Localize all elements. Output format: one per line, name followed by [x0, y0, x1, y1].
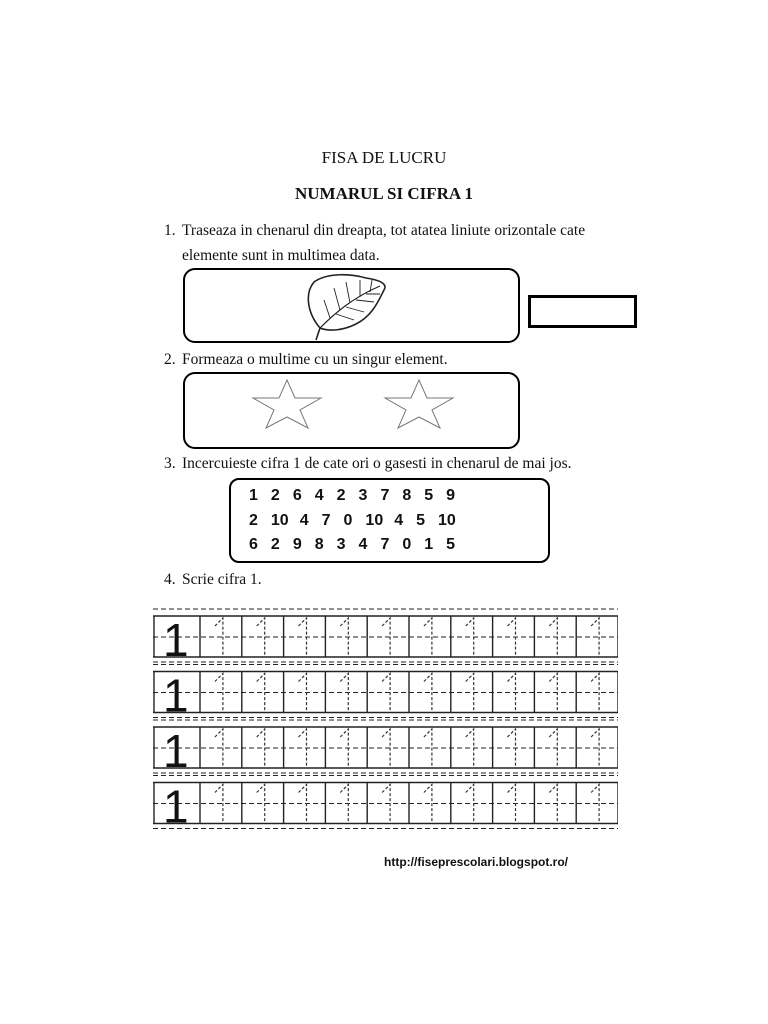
digit-item[interactable]: 5: [424, 487, 434, 504]
digit-item[interactable]: 7: [380, 487, 390, 504]
digit-row: [249, 512, 467, 530]
task-text-continued: elemente sunt in multimea data.: [182, 247, 380, 264]
task-text: Scrie cifra 1.: [182, 571, 262, 588]
task-number: 2.: [164, 351, 176, 368]
digit-item[interactable]: 2: [270, 536, 280, 553]
digit-item[interactable]: 4: [314, 487, 324, 504]
task-text: Incercuieste cifra 1 de cate ori o gasesti in chenarul de mai jos.: [182, 455, 572, 472]
digit-item[interactable]: 8: [402, 487, 412, 504]
task-4: [164, 567, 262, 592]
answer-box[interactable]: [528, 295, 637, 328]
writing-practice-grid: [153, 607, 618, 829]
digit-item[interactable]: 6: [292, 487, 302, 504]
digit-item[interactable]: 4: [299, 512, 309, 529]
set-box-leaf: [183, 268, 520, 343]
digit-item[interactable]: 5: [446, 536, 456, 553]
digit-row: [249, 487, 468, 505]
digit-row: [249, 536, 468, 554]
digit-item[interactable]: 9: [292, 536, 302, 553]
page-title: FISA DE LUCRU: [321, 148, 447, 167]
task-text: Formeaza o multime cu un singur element.: [182, 351, 448, 368]
digit-item[interactable]: 2: [270, 487, 280, 504]
task-number: 3.: [164, 455, 176, 472]
page-subtitle: NUMARUL SI CIFRA 1: [294, 184, 474, 203]
task-number: 4.: [164, 571, 176, 588]
task-2: [164, 347, 448, 372]
model-digit: 1: [163, 780, 189, 829]
digit-box: [229, 478, 550, 563]
digit-item[interactable]: 5: [416, 512, 426, 529]
model-digit: 1: [163, 669, 189, 722]
digit-item[interactable]: 0: [343, 512, 353, 529]
model-digit: 1: [163, 614, 189, 666]
set-box-stars: [183, 372, 520, 449]
star-icon: [381, 378, 457, 430]
digit-item[interactable]: 7: [380, 536, 390, 553]
digit-item[interactable]: 2: [249, 512, 258, 529]
digit-item[interactable]: 0: [402, 536, 412, 553]
digit-item[interactable]: 1: [424, 536, 434, 553]
task-number: 1.: [164, 222, 176, 239]
digit-item[interactable]: 1: [249, 487, 258, 504]
digit-item[interactable]: 4: [358, 536, 368, 553]
digit-item[interactable]: 10: [270, 512, 289, 529]
digit-item[interactable]: 6: [249, 536, 258, 553]
digit-item[interactable]: 10: [365, 512, 384, 529]
digit-item[interactable]: 8: [314, 536, 324, 553]
digit-item[interactable]: 9: [446, 487, 456, 504]
digit-item[interactable]: 7: [321, 512, 331, 529]
digit-item[interactable]: 3: [358, 487, 368, 504]
task-text: Traseaza in chenarul din dreapta, tot atatea liniute orizontale cate: [182, 222, 586, 239]
digit-item[interactable]: 4: [394, 512, 404, 529]
digit-item[interactable]: 10: [438, 512, 456, 529]
digit-item[interactable]: 3: [336, 536, 346, 553]
task-1: [164, 218, 585, 268]
footer-url: http://fiseprescolari.blogspot.ro/: [384, 855, 569, 869]
digit-item[interactable]: 2: [336, 487, 346, 504]
task-3: [164, 451, 571, 476]
star-icon: [249, 378, 325, 430]
leaf-icon: [300, 270, 390, 342]
model-digit: 1: [163, 725, 189, 777]
